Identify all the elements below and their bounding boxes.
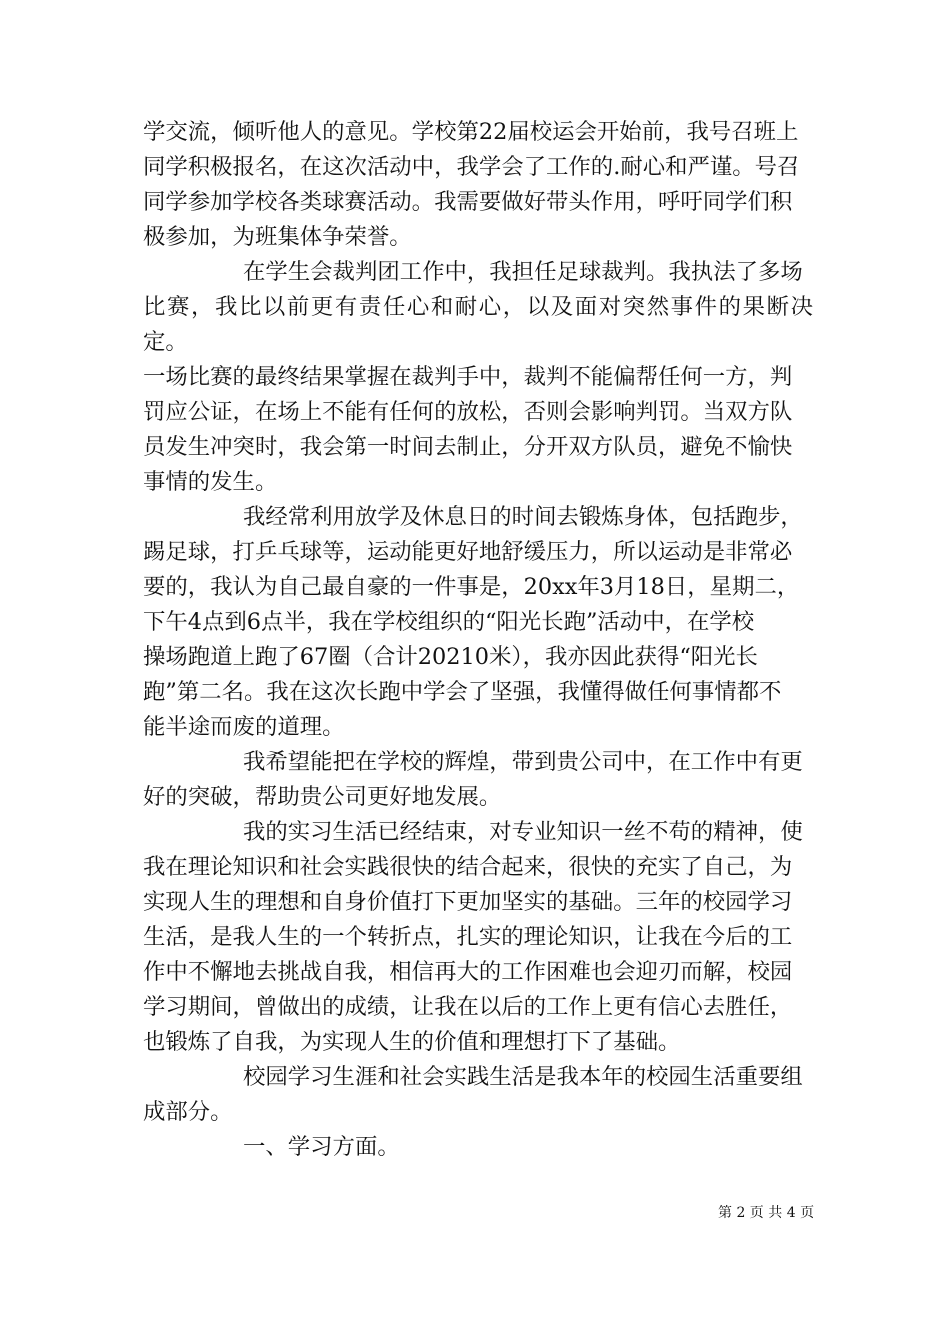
paragraph-5: 我的实习生活已经结束，对专业知识一丝不苟的精神，使 我在理论知识和社会实践很快的结合起来，很快的充实了自己，为 实现人生的理想和自身价值打下更加坚实的基础。三年的校园学习 生活，是我人生的一个转折点，扎实的理论知识，让我在今后的工 作中不懈地去挑战自我，相信再大的工作困难也会迎刃而解，校园 学习期间，曾做出的成绩，让我在以后的工作上更有信心去胜任， 也锻炼了自我，为实现人生的价值和理想打下了基础。 [143, 819, 803, 1055]
document-body [143, 115, 813, 1165]
page-number: 第 2 页 共 4 页 [718, 1205, 815, 1221]
section-heading-study: 一、学习方面。 [243, 1134, 400, 1160]
paragraph-3: 我经常利用放学及休息日的时间去锻炼身体，包括跑步， 踢足球，打乒乓球等，运动能更好地舒缓压力，所以运动是非常必 要的，我认为自己最自豪的一件事是，20xx年3月18日，星期二， 下午4点到6点半，我在学校组织的“阳光长跑”活动中，在学校 操场跑道上跑了67圈（合计20210米），我亦因此获得“阳光长 跑”第二名。我在这次长跑中学会了坚强，我懂得做任何事情都不 能半途而废的道理。 [143, 504, 803, 740]
paragraph-4: 我希望能把在学校的辉煌，带到贵公司中，在工作中有更 好的突破，帮助贵公司更好地发展。 [143, 749, 803, 810]
paragraph-1: 学交流，倾听他人的意见。学校第22届校运会开始前，我号召班上 同学积极报名，在这次活动中，我学会了工作的.耐心和严谨。号召 同学参加学校各类球赛活动。我需要做好带头作用，呼吁同学们积 极参加，为班集体争荣誉。 [143, 119, 800, 250]
paragraph-6: 校园学习生涯和社会实践生活是我本年的校园生活重要组 成部分。 [143, 1064, 803, 1125]
paragraph-2: 在学生会裁判团工作中，我担任足球裁判。我执法了多场 比赛，我比以前更有责任心和耐心，以及面对突然事件的果断决定。 一场比赛的最终结果掌握在裁判手中，裁判不能偏帮任何一方，判 罚应公证，在场上不能有任何的放松，否则会影响判罚。当双方队 员发生冲突时，我会第一时间去制止，分开双方队员，避免不愉快 事情的发生。 [143, 259, 813, 495]
